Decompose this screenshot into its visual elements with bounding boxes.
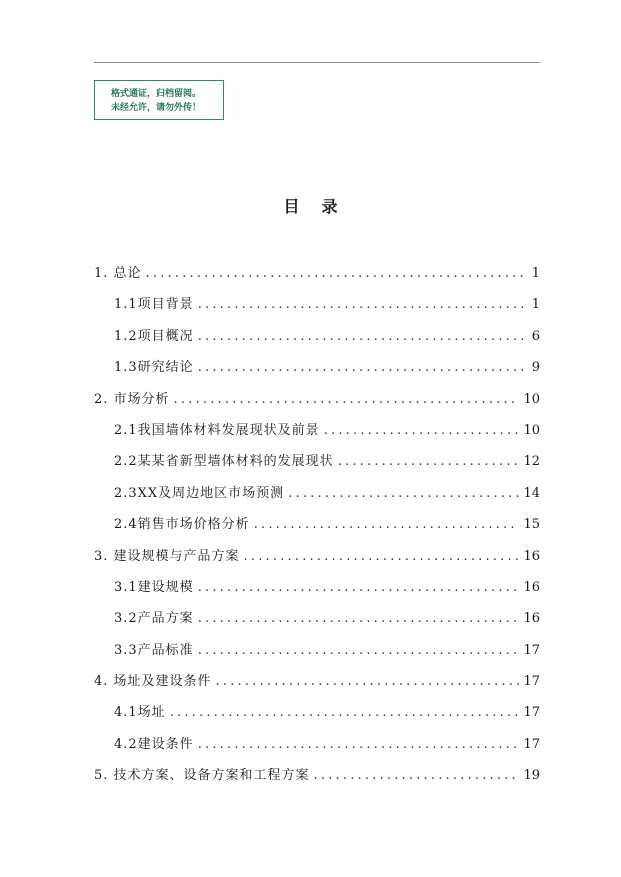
toc-entry[interactable]: [94, 607, 540, 638]
toc-dot-leader: [198, 356, 528, 380]
toc-entry-page: 16: [523, 548, 540, 564]
toc-dot-leader: [338, 450, 520, 474]
toc-entry-page: 17: [523, 705, 540, 721]
toc-entry[interactable]: [94, 293, 540, 324]
toc-entry-page: 10: [523, 422, 540, 438]
toc-entry[interactable]: [94, 419, 540, 450]
toc-dot-leader: [198, 639, 520, 663]
notice-line-1: 格式通证，归档留阅。: [111, 89, 202, 99]
toc-entry-page: 17: [523, 642, 540, 658]
toc-dot-leader: [146, 262, 528, 286]
toc-entry-label: 3. 建设规模与产品方案: [94, 548, 240, 564]
toc-entry-label: 2.4销售市场价格分析: [114, 517, 250, 533]
toc-entry[interactable]: [94, 545, 540, 576]
toc-entry-page: 6: [531, 328, 540, 344]
toc-title: 目录: [283, 197, 360, 216]
toc-entry-label: 3.1建设规模: [114, 579, 194, 595]
toc-entry-page: 17: [523, 674, 540, 690]
toc-entry[interactable]: [94, 262, 540, 293]
toc-dot-leader: [288, 482, 519, 506]
toc-entry[interactable]: [94, 388, 540, 419]
toc-entry-label: 2.3XX及周边地区市场预测: [114, 485, 285, 501]
toc-entry[interactable]: [94, 639, 540, 670]
toc-dot-leader: [170, 701, 520, 725]
toc-entry-label: 4.1场址: [114, 705, 166, 721]
toc-entry[interactable]: [94, 701, 540, 732]
toc-entry[interactable]: [94, 325, 540, 356]
toc-entry-label: 3.2产品方案: [114, 611, 194, 627]
notice-box: [94, 80, 224, 120]
toc-entry-label: 3.3产品标准: [114, 642, 194, 658]
toc-dot-leader: [216, 670, 520, 694]
toc-dot-leader: [314, 764, 520, 788]
header-rule: [94, 62, 540, 63]
toc-entry-page: 12: [523, 454, 540, 470]
toc-entry-label: 2.1我国墙体材料发展现状及前景: [114, 422, 320, 438]
toc-dot-leader: [198, 325, 528, 349]
toc-dot-leader: [198, 293, 528, 317]
toc-entry-label: 5. 技术方案、设备方案和工程方案: [94, 768, 310, 784]
toc-entry[interactable]: [94, 670, 540, 701]
toc-dot-leader: [198, 576, 520, 600]
toc-entry[interactable]: [94, 576, 540, 607]
toc-entry-label: 2. 市场分析: [94, 391, 170, 407]
toc-entry-label: 1. 总论: [94, 266, 142, 281]
toc-entry-page: 14: [523, 485, 540, 501]
toc-entry[interactable]: [94, 356, 540, 387]
toc-dot-leader: [244, 545, 520, 569]
toc-dot-leader: [254, 513, 520, 537]
toc-dot-leader: [174, 388, 520, 412]
toc-entry[interactable]: [94, 513, 540, 544]
toc-entry[interactable]: [94, 764, 540, 795]
toc-entry[interactable]: [94, 482, 540, 513]
toc-dot-leader: [198, 607, 520, 631]
toc-entry-page: 19: [523, 768, 540, 784]
toc-entry-page: 1: [531, 266, 540, 281]
toc-entry-page: 16: [523, 579, 540, 595]
toc-dot-leader: [198, 733, 520, 757]
toc-entry-page: 1: [531, 297, 540, 313]
toc-entry-label: 4. 场址及建设条件: [94, 674, 212, 690]
toc-entry-label: 4.2建设条件: [114, 736, 194, 752]
toc-entry-label: 2.2某某省新型墙体材料的发展现状: [114, 454, 334, 470]
toc-entry-page: 17: [523, 736, 540, 752]
toc-entry-page: 10: [523, 391, 540, 407]
toc-entry[interactable]: [94, 733, 540, 764]
toc-entry-page: 16: [523, 611, 540, 627]
toc-entry[interactable]: [94, 450, 540, 481]
table-of-contents: [94, 262, 540, 796]
notice-line-2: 未经允许，请勿外传！: [111, 103, 202, 113]
toc-entry-page: 15: [523, 517, 540, 533]
toc-entry-page: 9: [531, 360, 540, 376]
toc-dot-leader: [324, 419, 520, 443]
toc-entry-label: 1.1项目背景: [114, 297, 194, 313]
toc-entry-label: 1.2项目概况: [114, 328, 194, 344]
toc-entry-label: 1.3研究结论: [114, 360, 194, 376]
